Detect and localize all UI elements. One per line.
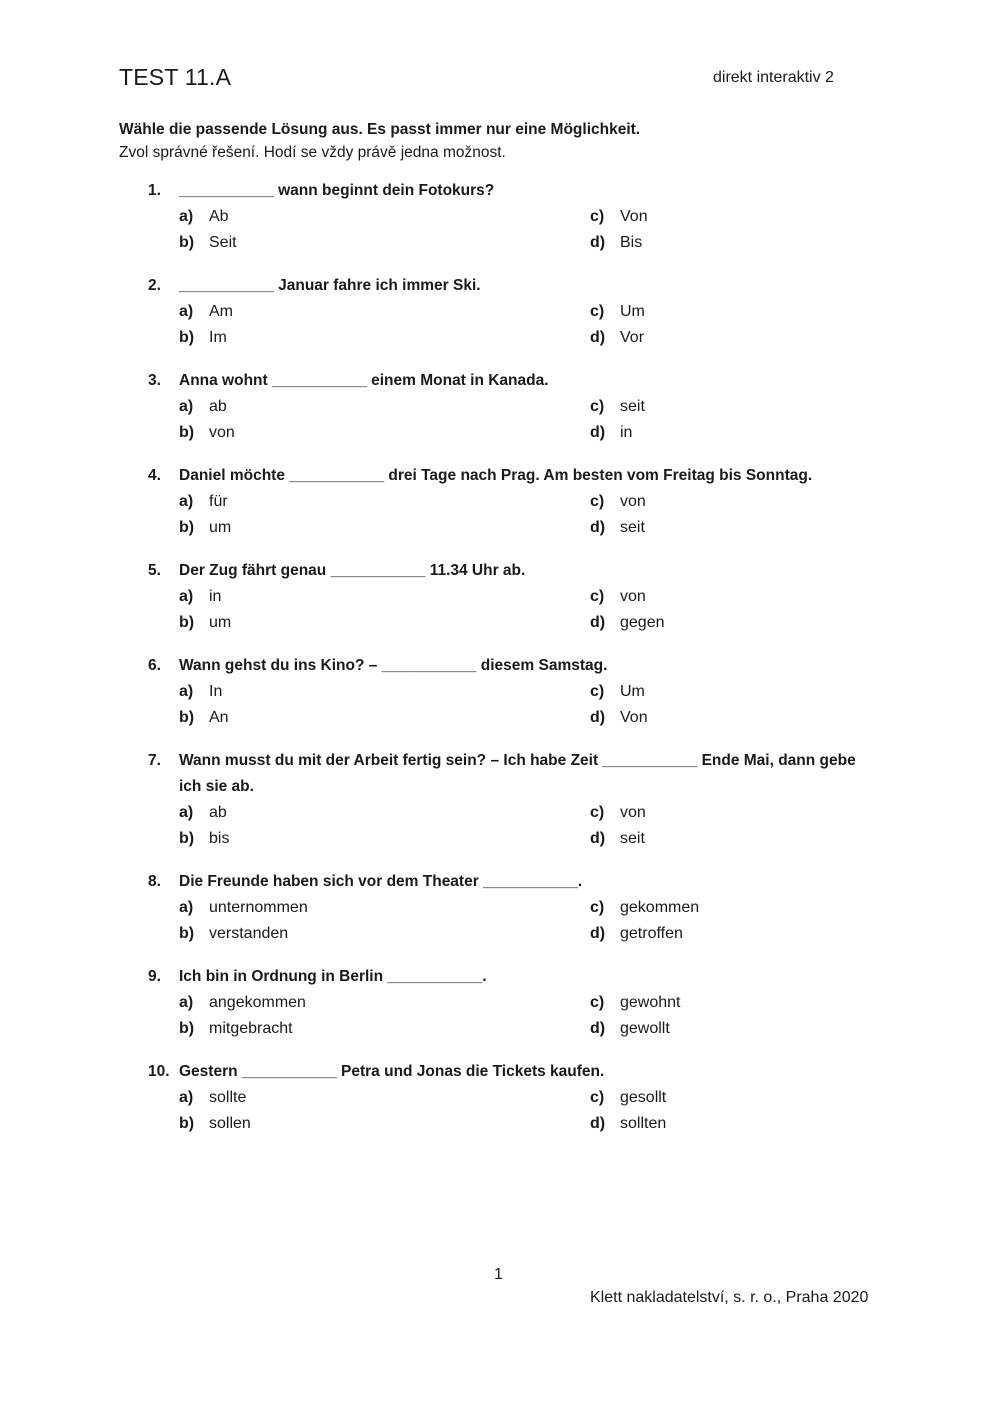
option-text: getroffen xyxy=(620,925,683,942)
option-letter: d) xyxy=(590,830,606,847)
question-number: 4. xyxy=(148,467,161,484)
answer-options xyxy=(179,990,868,1042)
option-letter: b) xyxy=(179,234,195,251)
option-letter: d) xyxy=(590,614,606,631)
option-letter: a) xyxy=(179,493,194,510)
option-text: bis xyxy=(209,830,230,847)
answer-options xyxy=(179,204,868,256)
option-b[interactable] xyxy=(179,826,590,852)
option-letter: a) xyxy=(179,1089,194,1106)
option-letter: c) xyxy=(590,588,605,605)
option-letter: c) xyxy=(590,493,605,510)
answer-options xyxy=(179,679,868,731)
option-b[interactable] xyxy=(179,921,590,947)
question-number: 1. xyxy=(148,182,161,199)
option-text: von xyxy=(209,424,235,441)
option-text: Bis xyxy=(620,234,643,251)
question-6 xyxy=(148,653,868,731)
option-letter: d) xyxy=(590,709,606,726)
answer-options xyxy=(179,1085,868,1137)
option-letter: b) xyxy=(179,614,195,631)
option-text: sollten xyxy=(620,1115,667,1132)
question-number: 10. xyxy=(148,1063,170,1080)
option-d[interactable] xyxy=(590,325,870,351)
option-letter: b) xyxy=(179,709,195,726)
option-letter: d) xyxy=(590,925,606,942)
option-d[interactable] xyxy=(590,705,870,731)
option-text: für xyxy=(209,493,228,510)
option-a[interactable] xyxy=(179,394,590,420)
option-a[interactable] xyxy=(179,895,590,921)
option-letter: c) xyxy=(590,208,605,225)
option-c[interactable] xyxy=(590,394,870,420)
option-text: Vor xyxy=(620,329,645,346)
option-letter: d) xyxy=(590,1020,606,1037)
option-text: von xyxy=(620,804,646,821)
question-text: Ich bin in Ordnung in Berlin ___________. xyxy=(179,968,487,985)
option-letter: c) xyxy=(590,899,605,916)
textbook-series: direkt interaktiv 2 xyxy=(713,69,834,86)
option-a[interactable] xyxy=(179,584,590,610)
option-d[interactable] xyxy=(590,1111,870,1137)
option-a[interactable] xyxy=(179,990,590,1016)
option-letter: c) xyxy=(590,804,605,821)
option-text: von xyxy=(620,588,646,605)
option-c[interactable] xyxy=(590,1085,870,1111)
option-b[interactable] xyxy=(179,420,590,446)
option-a[interactable] xyxy=(179,299,590,325)
option-letter: a) xyxy=(179,303,194,320)
option-text: sollte xyxy=(209,1089,247,1106)
option-c[interactable] xyxy=(590,800,870,826)
answer-options xyxy=(179,394,868,446)
option-letter: d) xyxy=(590,519,606,536)
option-text: gekommen xyxy=(620,899,700,916)
option-text: seit xyxy=(620,398,645,415)
question-list xyxy=(148,178,868,1154)
question-text: Daniel möchte ___________ drei Tage nach Prag. Am besten vom Freitag bis Sonntag. xyxy=(179,467,813,484)
option-a[interactable] xyxy=(179,1085,590,1111)
option-letter: c) xyxy=(590,398,605,415)
option-letter: a) xyxy=(179,899,194,916)
option-letter: a) xyxy=(179,683,194,700)
option-c[interactable] xyxy=(590,895,870,921)
option-text: sollen xyxy=(209,1115,251,1132)
question-text: ___________ Januar fahre ich immer Ski. xyxy=(179,277,481,294)
option-a[interactable] xyxy=(179,489,590,515)
option-letter: b) xyxy=(179,830,195,847)
option-d[interactable] xyxy=(590,515,870,541)
option-text: Seit xyxy=(209,234,237,251)
option-text: gesollt xyxy=(620,1089,667,1106)
answer-options xyxy=(179,800,868,852)
option-letter: b) xyxy=(179,329,195,346)
answer-options xyxy=(179,299,868,351)
option-letter: a) xyxy=(179,398,194,415)
question-text: Der Zug fährt genau ___________ 11.34 Uhr ab. xyxy=(179,562,526,579)
option-c[interactable] xyxy=(590,299,870,325)
option-text: von xyxy=(620,493,646,510)
question-number: 3. xyxy=(148,372,161,389)
instruction-czech: Zvol správné řešení. Hodí se vždy právě jedna možnost. xyxy=(119,144,506,161)
option-text: in xyxy=(209,588,222,605)
option-b[interactable] xyxy=(179,515,590,541)
page-title: TEST 11.A xyxy=(119,64,232,90)
option-d[interactable] xyxy=(590,610,870,636)
question-5 xyxy=(148,558,868,636)
question-number: 8. xyxy=(148,873,161,890)
option-letter: b) xyxy=(179,925,195,942)
option-letter: c) xyxy=(590,683,605,700)
question-number: 5. xyxy=(148,562,161,579)
question-9 xyxy=(148,964,868,1042)
option-text: gewollt xyxy=(620,1020,670,1037)
question-4 xyxy=(148,463,868,541)
option-letter: b) xyxy=(179,519,195,536)
option-letter: b) xyxy=(179,1020,195,1037)
answer-options xyxy=(179,489,868,541)
option-text: ab xyxy=(209,804,227,821)
option-letter: d) xyxy=(590,234,606,251)
option-letter: a) xyxy=(179,994,194,1011)
option-letter: a) xyxy=(179,804,194,821)
option-d[interactable] xyxy=(590,826,870,852)
question-number: 6. xyxy=(148,657,161,674)
option-text: mitgebracht xyxy=(209,1020,293,1037)
option-letter: a) xyxy=(179,208,194,225)
option-text: An xyxy=(209,709,229,726)
question-2 xyxy=(148,273,868,351)
option-letter: b) xyxy=(179,1115,195,1132)
option-text: Von xyxy=(620,208,648,225)
question-8 xyxy=(148,869,868,947)
option-text: Von xyxy=(620,709,648,726)
option-letter: c) xyxy=(590,303,605,320)
option-d[interactable] xyxy=(590,1016,870,1042)
option-text: Ab xyxy=(209,208,229,225)
option-text: Um xyxy=(620,683,645,700)
option-text: gewohnt xyxy=(620,994,681,1011)
option-text: um xyxy=(209,614,232,631)
option-a[interactable] xyxy=(179,679,590,705)
question-10 xyxy=(148,1059,868,1137)
option-text: seit xyxy=(620,519,645,536)
option-text: Im xyxy=(209,329,227,346)
option-b[interactable] xyxy=(179,325,590,351)
option-text: unternommen xyxy=(209,899,308,916)
question-number: 7. xyxy=(148,752,161,769)
option-text: seit xyxy=(620,830,645,847)
option-b[interactable] xyxy=(179,230,590,256)
option-text: Um xyxy=(620,303,645,320)
option-letter: d) xyxy=(590,424,606,441)
option-c[interactable] xyxy=(590,679,870,705)
option-letter: c) xyxy=(590,1089,605,1106)
publisher-credit: Klett nakladatelství, s. r. o., Praha 2020 xyxy=(590,1289,869,1306)
question-text: Gestern ___________ Petra und Jonas die Tickets kaufen. xyxy=(179,1063,605,1080)
option-b[interactable] xyxy=(179,610,590,636)
question-text: Die Freunde haben sich vor dem Theater ___________. xyxy=(179,873,583,890)
option-text: gegen xyxy=(620,614,665,631)
page-number: 1 xyxy=(494,1266,503,1283)
question-text: Wann gehst du ins Kino? – ___________ diesem Samstag. xyxy=(179,657,608,674)
option-c[interactable] xyxy=(590,990,870,1016)
question-text: Wann musst du mit der Arbeit fertig sein? – Ich habe Zeit ___________ Ende Mai, dann gebe ich sie ab. xyxy=(179,752,856,795)
option-text: angekommen xyxy=(209,994,306,1011)
option-d[interactable] xyxy=(590,921,870,947)
question-number: 2. xyxy=(148,277,161,294)
option-a[interactable] xyxy=(179,204,590,230)
option-b[interactable] xyxy=(179,1111,590,1137)
option-text: ab xyxy=(209,398,227,415)
option-d[interactable] xyxy=(590,230,870,256)
option-c[interactable] xyxy=(590,584,870,610)
option-b[interactable] xyxy=(179,1016,590,1042)
option-d[interactable] xyxy=(590,420,870,446)
question-number: 9. xyxy=(148,968,161,985)
option-a[interactable] xyxy=(179,800,590,826)
question-3 xyxy=(148,368,868,446)
option-c[interactable] xyxy=(590,489,870,515)
instruction-german: Wähle die passende Lösung aus. Es passt immer nur eine Möglichkeit. xyxy=(119,121,641,138)
option-text: in xyxy=(620,424,633,441)
question-text: Anna wohnt ___________ einem Monat in Kanada. xyxy=(179,372,549,389)
answer-options xyxy=(179,584,868,636)
question-1 xyxy=(148,178,868,256)
option-c[interactable] xyxy=(590,204,870,230)
question-7 xyxy=(148,748,868,852)
option-letter: d) xyxy=(590,1115,606,1132)
option-letter: d) xyxy=(590,329,606,346)
option-text: In xyxy=(209,683,223,700)
option-text: Am xyxy=(209,303,233,320)
option-letter: a) xyxy=(179,588,194,605)
option-text: verstanden xyxy=(209,925,289,942)
option-letter: c) xyxy=(590,994,605,1011)
option-b[interactable] xyxy=(179,705,590,731)
answer-options xyxy=(179,895,868,947)
option-text: um xyxy=(209,519,232,536)
question-text: ___________ wann beginnt dein Fotokurs? xyxy=(179,182,495,199)
option-letter: b) xyxy=(179,424,195,441)
